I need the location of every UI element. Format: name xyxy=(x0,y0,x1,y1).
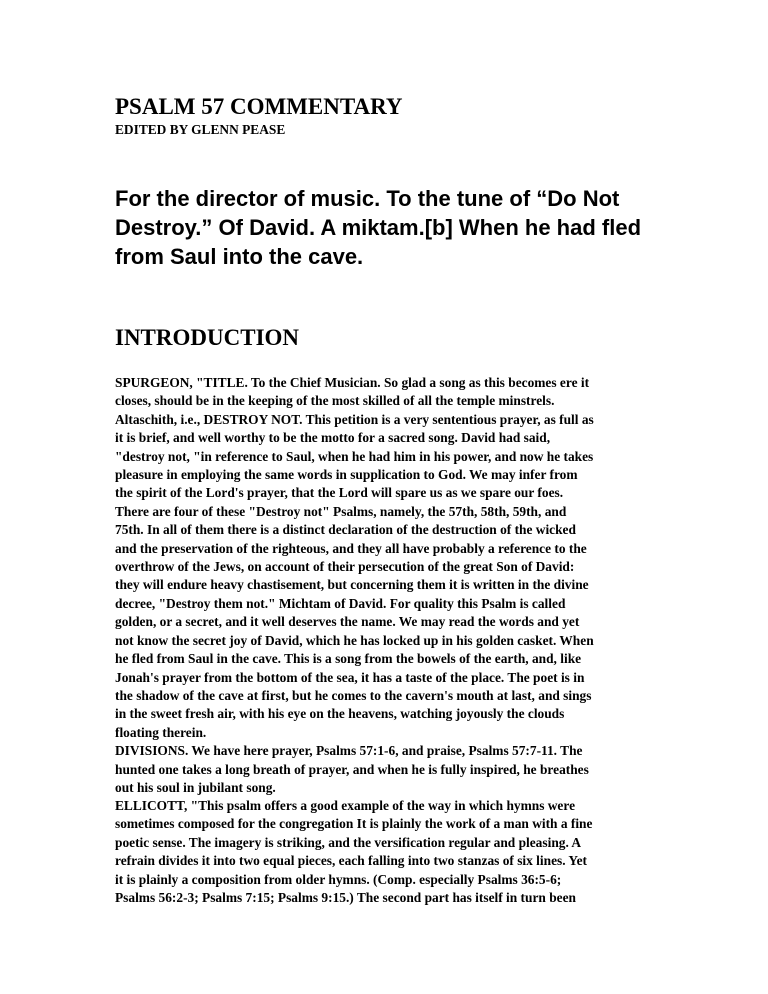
document-title: PSALM 57 COMMENTARY xyxy=(115,94,403,119)
spurgeon-commentary-paragraph: SPURGEON, "TITLE. To the Chief Musician. So glad a song as this becomes ere it closes, should be in the keeping of the most skilled of all the temple minstrels. Altaschith, i.e., DESTROY NOT. This petition is a very sententious prayer, as full as it is brief, and well worthy to be the motto for a sacred song. David had said, "destroy not, "in reference to Saul, when he had him in his power, and now he takes pleasure in employing the same words in supplication to God. We may infer from the spirit of the Lord's prayer, that the Lord will spare us as we spare our foes. There are four of these "Destroy not" Psalms, namely, the 57th, 58th, 59th, and 75th. In all of them there is a distinct declaration of the destruction of the wicked and the preservation of the righteous, and they all have probably a reference to the overthrow of the Jews, on account of their persecution of the great Son of David: they will endure heavy chastisement, but concerning them it is written in the divine decree, "Destroy them not." Michtam of David. For quality this Psalm is called golden, or a secret, and it well deserves the name. We may read the words and yet not know the secret joy of David, which he has locked up in his golden casket. When he fled from Saul in the cave. This is a song from the bowels of the earth, and, like Jonah's prayer from the bottom of the sea, it has a taste of the place. The poet is in the shadow of the cave at first, but he comes to the cavern's mouth at last, and sings in the sweet fresh air, with his eye on the heavens, watching joyously the clouds floating therein. DIVISIONS. We have here prayer, Psalms 57:1-6, and praise, Psalms 57:7-11. The hunted one takes a long breath of prayer, and when he is fully inspired, he breathes out his soul in jubilant song. xyxy=(115,375,594,795)
document-page xyxy=(115,0,655,994)
introduction-heading: INTRODUCTION xyxy=(115,325,300,350)
psalm-superscription: For the director of music. To the tune of “Do Not Destroy.” Of David. A miktam.[b] When he had fled from Saul into the cave. xyxy=(115,186,642,269)
ellicott-commentary-paragraph: ELLICOTT, "This psalm offers a good example of the way in which hymns were sometimes composed for the congregation It is plainly the work of a man with a fine poetic sense. The imagery is striking, and the versification regular and pleasing. A refrain divides it into two equal pieces, each falling into two stanzas of six lines. Yet it is plainly a composition from older hymns. (Comp. especially Psalms 36:5-6; Psalms 56:2-3; Psalms 7:15; Psalms 9:15.) The second part has itself in turn been xyxy=(115,798,593,906)
document-editor-credit: EDITED BY GLENN PEASE xyxy=(115,122,286,137)
